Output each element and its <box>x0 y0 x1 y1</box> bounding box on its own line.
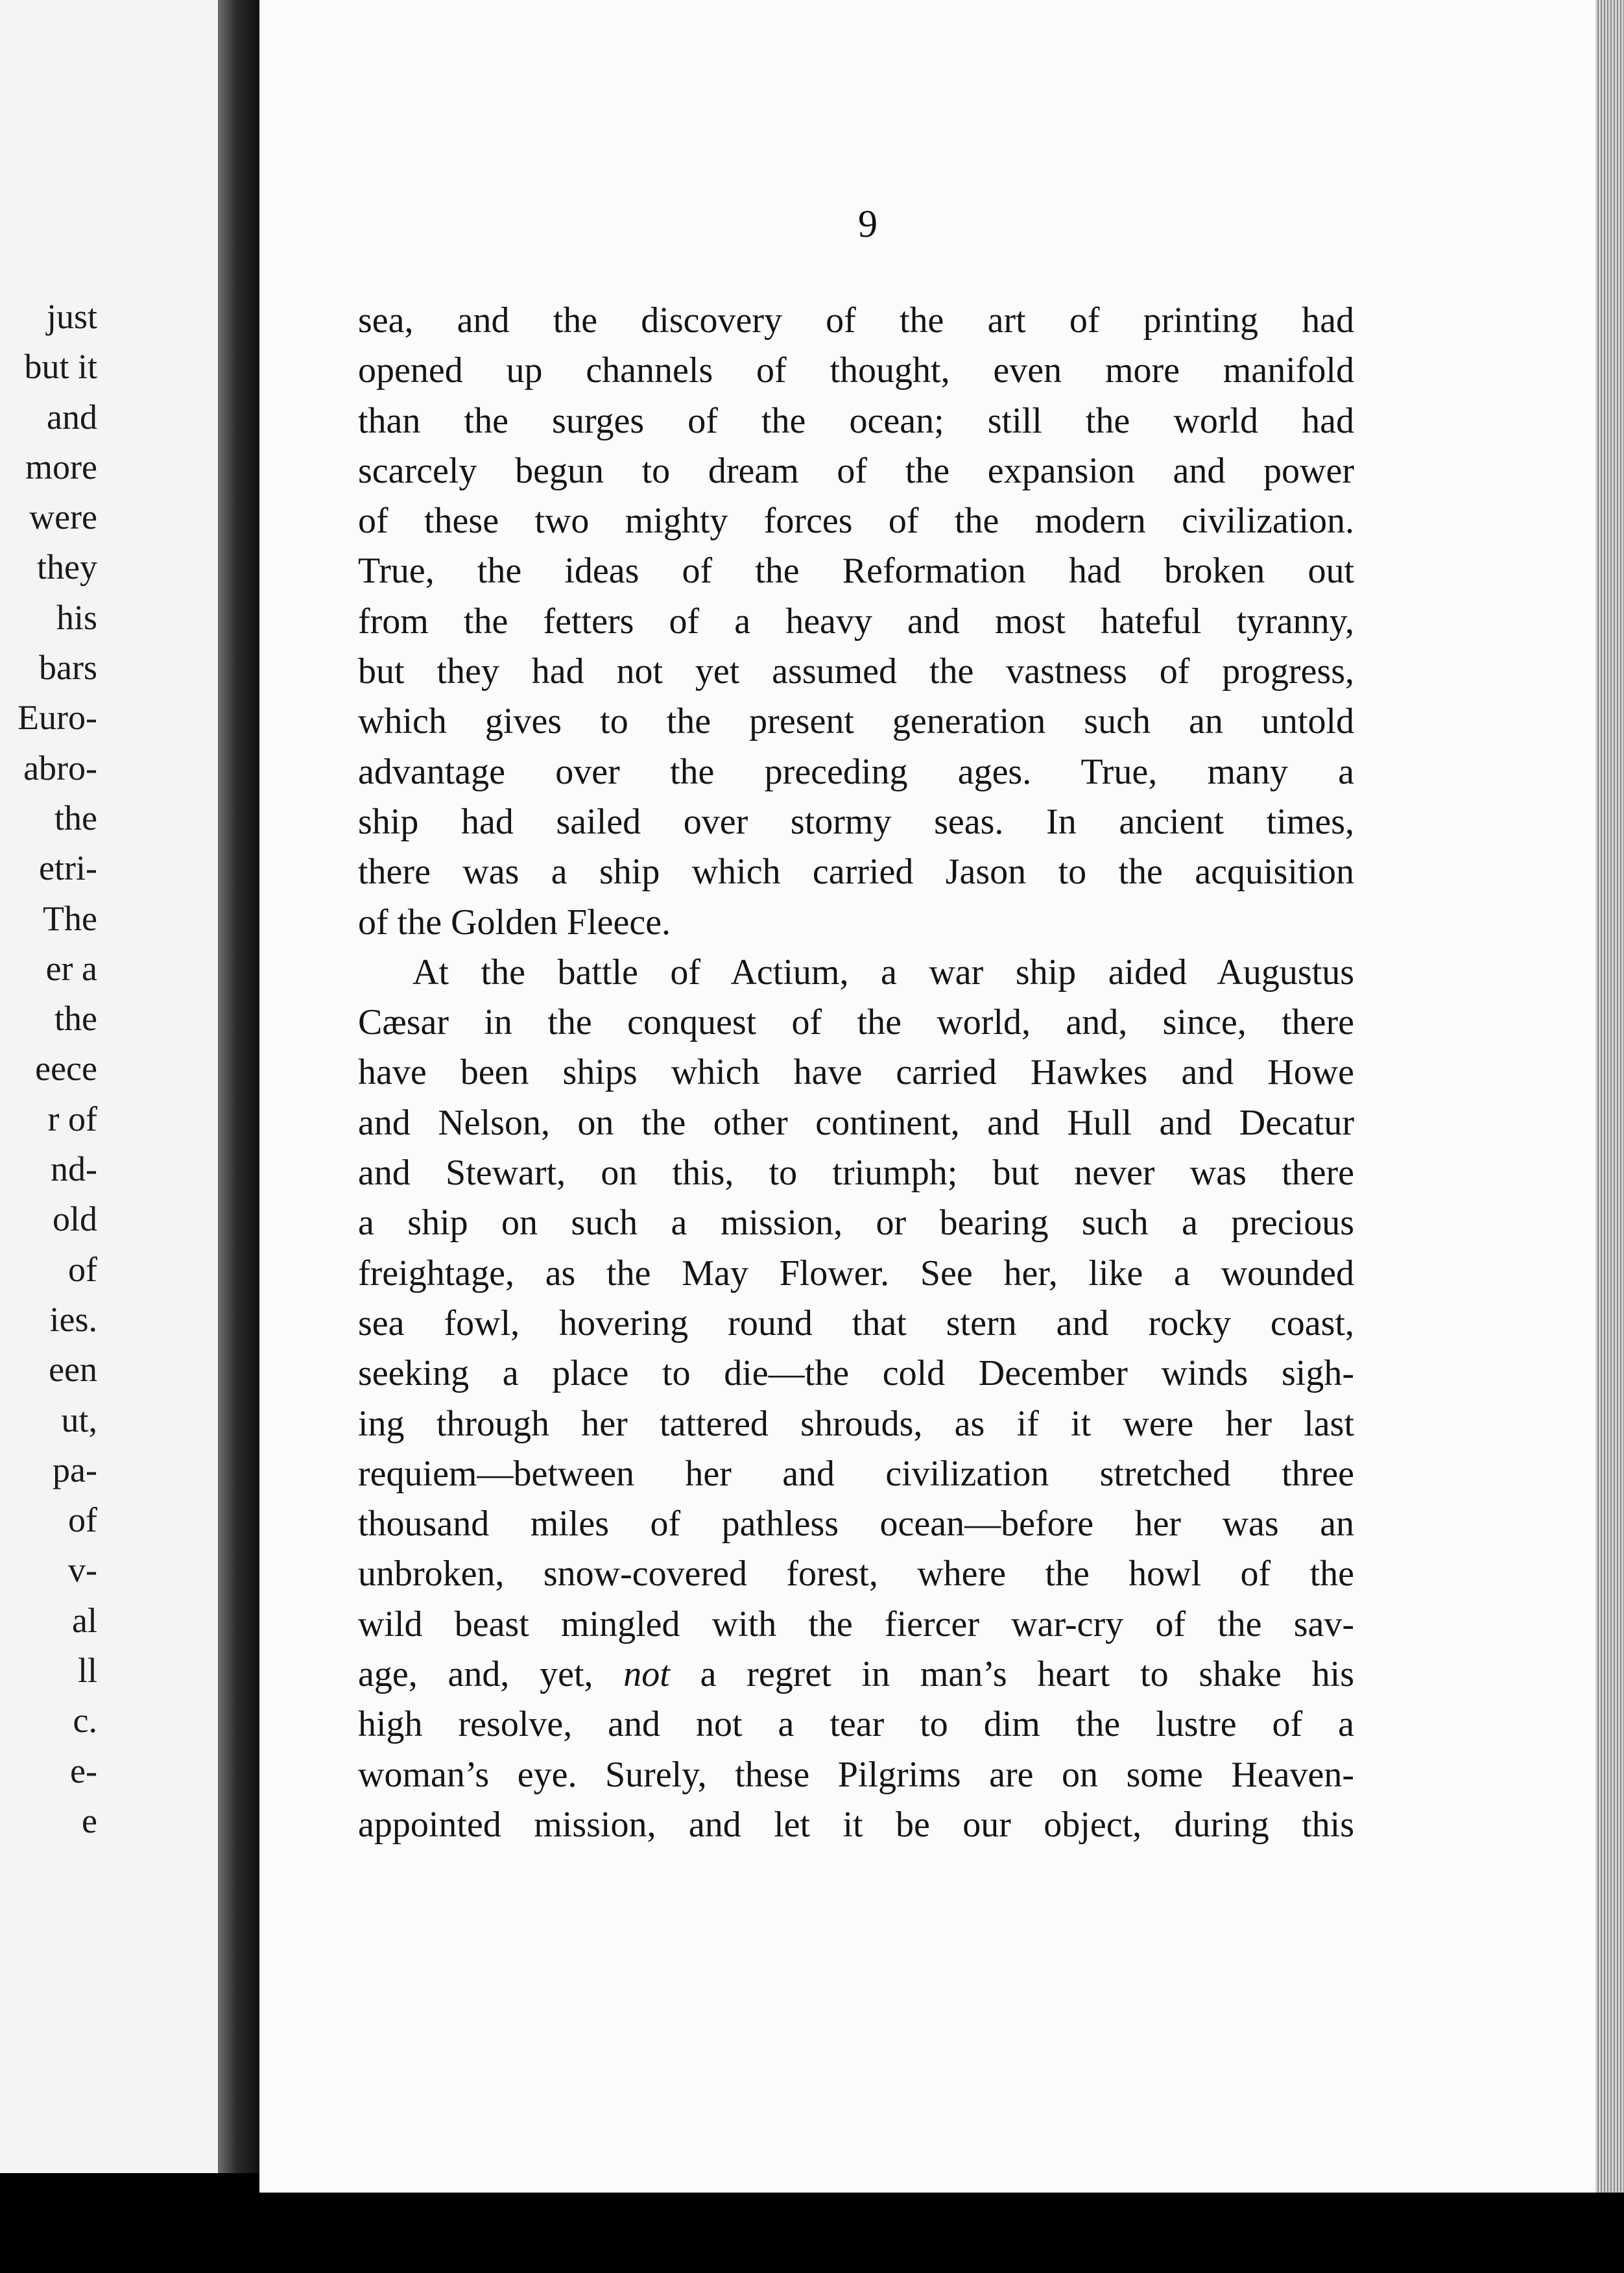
fragment-line: The <box>43 898 97 938</box>
text-line: seeking a place to die—the cold December winds sigh- <box>358 1353 1354 1394</box>
text-line: sea, and the discovery of the art of printing had <box>358 300 1354 341</box>
fragment-line: al <box>72 1600 97 1640</box>
text-line: True, the ideas of the Reformation had broken out <box>358 551 1354 592</box>
fragment-line: the <box>54 798 97 837</box>
text-line-with-italic <box>358 1650 1354 1700</box>
text-segment: age, and, yet, <box>358 1654 624 1695</box>
text-line: wild beast mingled with the fiercer war-cry of the sav- <box>358 1604 1354 1644</box>
previous-page-edge <box>0 0 233 2173</box>
fragment-line: more <box>25 447 97 487</box>
fragment-line: e- <box>70 1751 97 1790</box>
scan-border <box>0 2193 1624 2273</box>
text-line: opened up channels of thought, even more manifold <box>358 350 1354 391</box>
fragment-line: of <box>68 1249 97 1289</box>
text-line: ing through her tattered shrouds, as if it were her last <box>358 1403 1354 1444</box>
italic-word: not <box>623 1654 670 1695</box>
text-line: high resolve, and not a tear to dim the lustre of a <box>358 1704 1354 1745</box>
text-line: of the Golden Fleece. <box>358 902 671 943</box>
fragment-line: of <box>68 1500 97 1540</box>
fragment-line: c. <box>73 1701 97 1740</box>
text-line: freightage, as the May Flower. See her, like a wounded <box>358 1253 1354 1293</box>
book-gutter <box>218 0 259 2173</box>
fragment-line: but it <box>24 347 97 387</box>
fragment-line: they <box>37 547 97 587</box>
text-line: which gives to the present generation such an untold <box>358 701 1354 742</box>
fragment-line: Euro- <box>18 698 97 738</box>
text-line: a ship on such a mission, or bearing such a precious <box>358 1203 1354 1244</box>
previous-page-text-fragments <box>0 292 97 1846</box>
text-line: have been ships which have carried Hawkes and Howe <box>358 1052 1354 1093</box>
fragment-line: abro- <box>23 748 97 788</box>
fragment-line: etri- <box>39 848 97 888</box>
text-line: scarcely begun to dream of the expansion and power <box>358 450 1354 491</box>
text-line: At the battle of Actium, a war ship aided Augustus <box>412 952 1354 992</box>
fragment-line: ll <box>77 1651 97 1690</box>
fragment-line: v- <box>68 1550 97 1590</box>
fragment-line: er a <box>45 948 97 988</box>
fragment-line: nd- <box>51 1149 97 1189</box>
fragment-line: and <box>47 397 97 437</box>
text-line: from the fetters of a heavy and most hateful tyranny, <box>358 601 1354 642</box>
text-line: than the surges of the ocean; still the world had <box>358 400 1354 441</box>
text-line: and Stewart, on this, to triumph; but never was there <box>358 1153 1354 1194</box>
text-line: requiem—between her and civilization stretched three <box>358 1453 1354 1494</box>
text-line: there was a ship which carried Jason to the acquisition <box>358 852 1354 893</box>
text-line: and Nelson, on the other continent, and Hull and Decatur <box>358 1102 1354 1143</box>
text-line: Cæsar in the conquest of the world, and, since, there <box>358 1002 1354 1043</box>
fragment-line: old <box>52 1199 97 1239</box>
fragment-line: eece <box>35 1049 97 1088</box>
fragment-line: the <box>54 999 97 1039</box>
text-line: woman’s eye. Surely, these Pilgrims are on some Heaven- <box>358 1754 1354 1795</box>
fragment-line: e <box>82 1801 97 1840</box>
text-line: of these two mighty forces of the modern civilization. <box>358 501 1354 542</box>
body-text <box>358 296 1354 1850</box>
fragment-line: ut, <box>61 1400 97 1439</box>
fragment-line: r of <box>47 1099 97 1138</box>
text-line: advantage over the preceding ages. True, many a <box>358 751 1354 792</box>
text-line: ship had sailed over stormy seas. In ancient times, <box>358 801 1354 842</box>
fragment-line: just <box>46 297 97 336</box>
text-line: but they had not yet assumed the vastness of progress, <box>358 651 1354 692</box>
fragment-line: een <box>49 1350 97 1389</box>
page-number: 9 <box>858 202 878 245</box>
fragment-line: pa- <box>53 1450 97 1489</box>
text-line: sea fowl, hovering round that stern and rocky coast, <box>358 1303 1354 1343</box>
text-line: thousand miles of pathless ocean—before her was an <box>358 1504 1354 1545</box>
text-segment: a regret in man’s heart to shake his <box>669 1654 1354 1695</box>
fragment-line: were <box>29 498 97 537</box>
fragment-line: bars <box>39 648 97 688</box>
fragment-line: ies. <box>49 1299 97 1339</box>
text-line: appointed mission, and let it be our object, during this <box>358 1804 1354 1845</box>
fragment-line: his <box>56 597 97 637</box>
text-line: unbroken, snow-covered forest, where the howl of the <box>358 1554 1354 1594</box>
page-stack-edge <box>1595 0 1624 2193</box>
